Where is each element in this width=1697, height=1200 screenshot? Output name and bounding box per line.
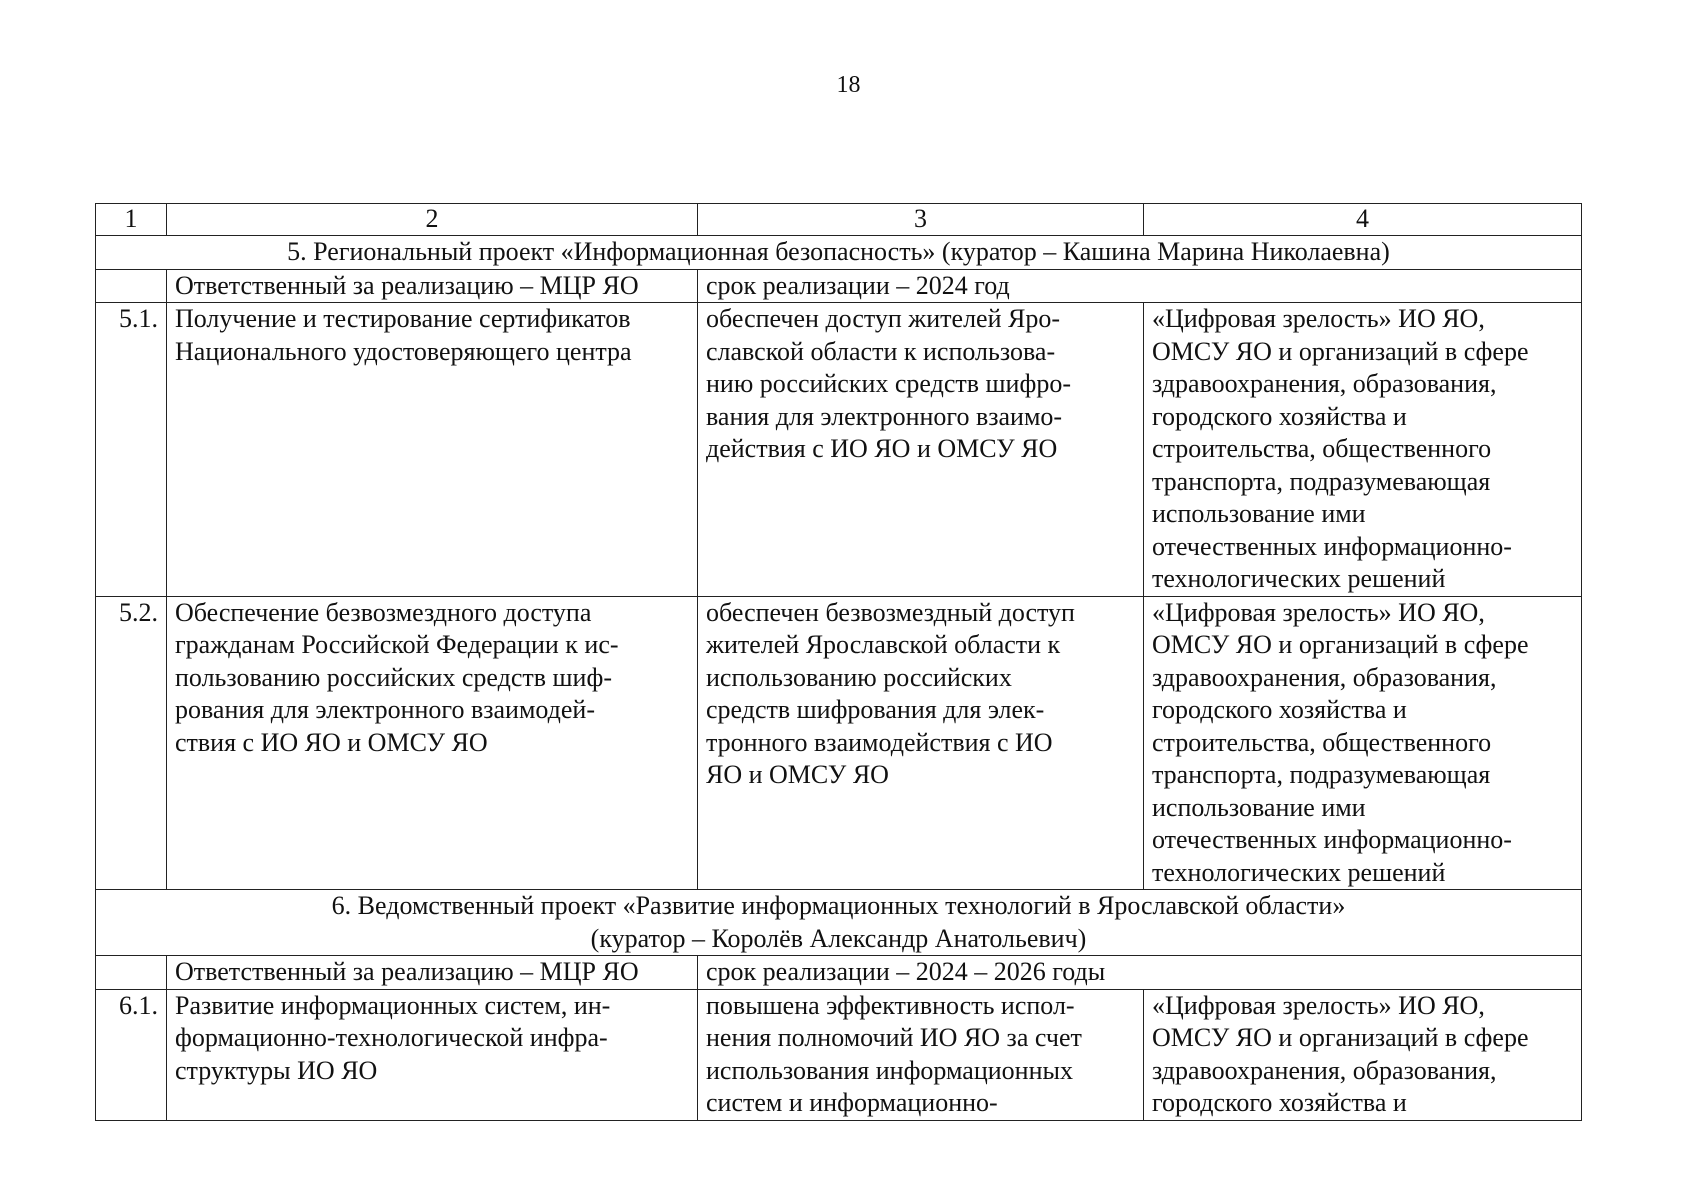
text-line: «Цифровая зрелость» ИО ЯО, (1152, 597, 1485, 627)
measures-table (95, 203, 1582, 1121)
measure-name-cell (167, 303, 698, 597)
text-line: городского хозяйства и (1152, 401, 1407, 431)
column-number-4: 4 (1144, 204, 1582, 236)
text-line: жителей Ярославской области к (706, 630, 1061, 659)
row-number: 5.2. (96, 596, 167, 890)
section-6-responsible: Ответственный за реализацию – МЦР ЯО (167, 956, 698, 990)
section-5-term: срок реализации – 2024 год (698, 269, 1582, 303)
row-number: 5.1. (96, 303, 167, 597)
text-line: структуры ИО ЯО (175, 1055, 378, 1085)
column-number-1: 1 (96, 204, 167, 236)
text-line: обеспечен доступ жителей Яро- (706, 304, 1061, 333)
text-line: отечественных информационно- (1152, 825, 1512, 854)
section-6-title (96, 890, 1582, 956)
section-5-title-row (96, 236, 1582, 270)
text-line: обеспечен безвозмездный доступ (706, 597, 1075, 627)
text-line: ОМСУ ЯО и организаций в сфере (1152, 1023, 1529, 1052)
text-line: использованию российских (706, 662, 1012, 692)
text-line: Развитие информационных систем, ин- (175, 990, 611, 1020)
table-row-6-1 (96, 989, 1582, 1120)
text-line: технологических решений (1152, 564, 1446, 593)
column-number-row (96, 204, 1582, 236)
text-line: нения полномочий ИО ЯО за счет (706, 1023, 1082, 1052)
section-6-title-row (96, 890, 1582, 956)
text-line: «Цифровая зрелость» ИО ЯО, (1152, 990, 1485, 1020)
text-line: ствия с ИО ЯО и ОМСУ ЯО (175, 727, 488, 757)
text-line: использование ими (1152, 792, 1366, 822)
text-line: отечественных информационно- (1152, 531, 1512, 561)
result-cell (698, 303, 1144, 597)
text-line: вания для электронного взаимо- (706, 401, 1063, 431)
text-line: повышена эффективность испол- (706, 990, 1075, 1020)
text-line: гражданам Российской Федерации к ис- (175, 630, 619, 659)
goal-cell (1144, 989, 1582, 1120)
text-line: транспорта, подразумевающая (1152, 760, 1491, 789)
section-5-title: 5. Региональный проект «Информационная безопасность» (куратор – Кашина Марина Николаевна) (96, 236, 1582, 270)
section-6-term: срок реализации – 2024 – 2026 годы (698, 956, 1582, 990)
row-number: 6.1. (96, 989, 167, 1120)
measure-name-cell (167, 596, 698, 890)
section-6-title-line: 6. Ведомственный проект «Развитие информационных технологий в Ярославской области» (331, 891, 1346, 920)
column-number-3: 3 (698, 204, 1144, 236)
text-line: использования информационных (706, 1055, 1073, 1085)
text-line: строительства, общественного (1152, 434, 1492, 463)
text-line: ОМСУ ЯО и организаций в сфере (1152, 630, 1529, 659)
text-line: технологических решений (1152, 857, 1446, 887)
text-line: строительства, общественного (1152, 727, 1492, 757)
section-5-responsible: Ответственный за реализацию – МЦР ЯО (167, 269, 698, 303)
table-row-5-2 (96, 596, 1582, 890)
column-number-2: 2 (167, 204, 698, 236)
goal-cell (1144, 596, 1582, 890)
table-row-5-1 (96, 303, 1582, 597)
text-line: использование ими (1152, 499, 1366, 528)
text-line: систем и информационно- (706, 1088, 998, 1117)
text-line: городского хозяйства и (1152, 695, 1407, 724)
text-line: нию российских средств шифро- (706, 369, 1071, 398)
text-line: пользованию российских средств шиф- (175, 662, 612, 692)
measure-name-cell (167, 989, 698, 1120)
text-line: тронного взаимодействия с ИО (706, 727, 1053, 757)
text-line: славской области к использова- (706, 336, 1056, 366)
section-6-curator-line: (куратор – Королёв Александр Анатольевич) (590, 923, 1087, 953)
empty-cell (96, 269, 167, 303)
text-line: транспорта, подразумевающая (1152, 466, 1491, 496)
empty-cell (96, 956, 167, 990)
text-line: городского хозяйства и (1152, 1088, 1407, 1117)
goal-cell (1144, 303, 1582, 597)
text-line: рования для электронного взаимодей- (175, 695, 595, 724)
page-number: 18 (836, 72, 861, 98)
section-5-responsible-row (96, 269, 1582, 303)
text-line: ЯО и ОМСУ ЯО (706, 760, 889, 789)
result-cell (698, 596, 1144, 890)
text-line: Получение и тестирование сертификатов (175, 304, 631, 333)
text-line: действия с ИО ЯО и ОМСУ ЯО (706, 434, 1058, 463)
text-line: Национального удостоверяющего центра (175, 336, 632, 366)
result-cell (698, 989, 1144, 1120)
text-line: здравоохранения, образования, (1152, 369, 1497, 398)
text-line: ОМСУ ЯО и организаций в сфере (1152, 336, 1529, 366)
text-line: средств шифрования для элек- (706, 695, 1045, 724)
text-line: формационно-технологической инфра- (175, 1023, 608, 1052)
text-line: Обеспечение безвозмездного доступа (175, 597, 592, 627)
text-line: здравоохранения, образования, (1152, 1055, 1497, 1085)
text-line: здравоохранения, образования, (1152, 662, 1497, 692)
section-6-responsible-row (96, 956, 1582, 990)
text-line: «Цифровая зрелость» ИО ЯО, (1152, 304, 1485, 333)
